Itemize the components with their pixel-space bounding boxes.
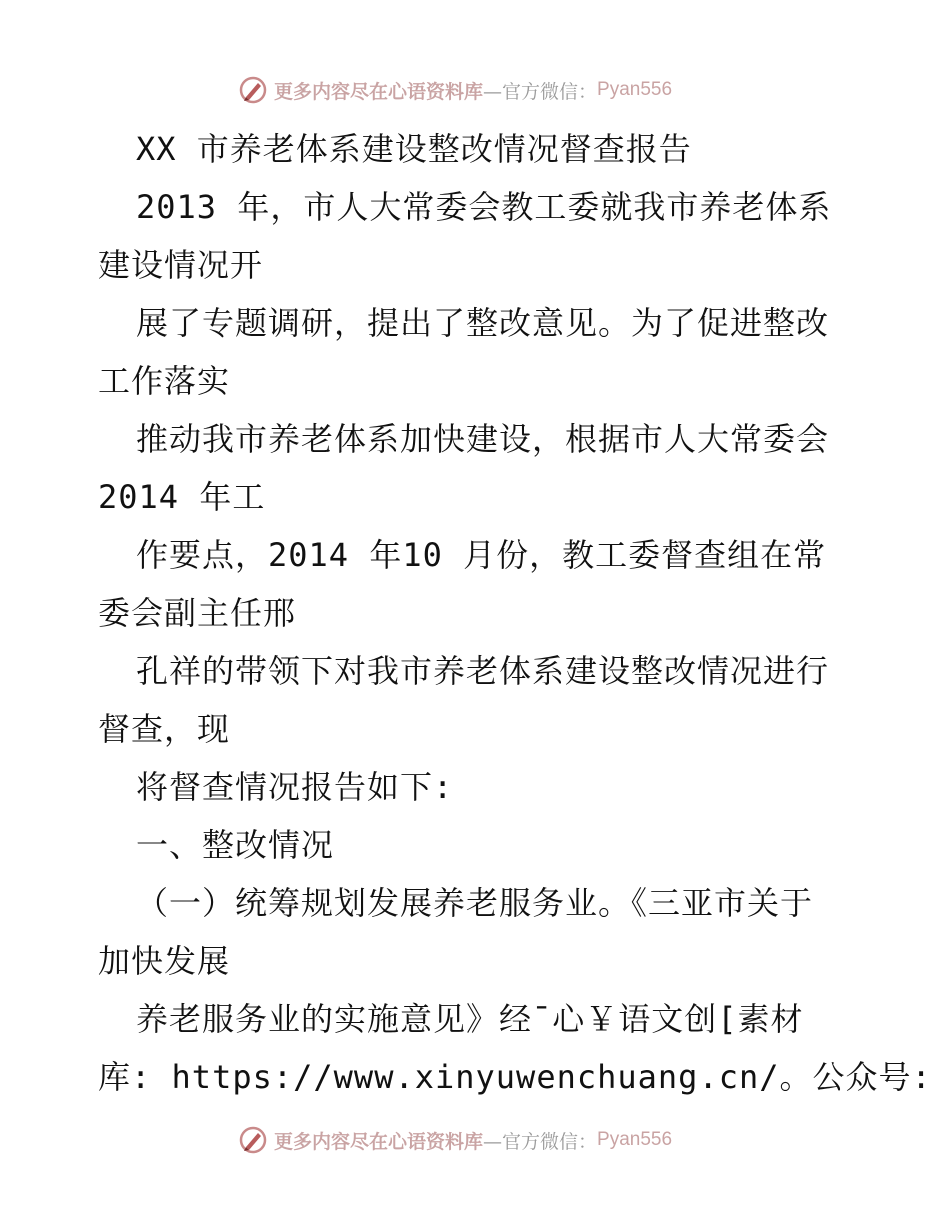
text-line: （一）统筹规划发展养老服务业。《三亚市关于	[136, 884, 814, 922]
text-line: 推动我市养老体系加快建设，根据市人大常委会	[136, 420, 830, 458]
text-line: 2014 年工	[98, 478, 266, 516]
text-line: 养老服务业的实施意见》经¯心￥语文创[素材	[136, 1000, 804, 1038]
watermark-account: Pyan556	[597, 79, 673, 100]
watermark-brand: 更多内容尽在心语资料库	[274, 1130, 484, 1153]
watermark-channel: —官方微信：	[483, 80, 598, 103]
text-line: 将督查情况报告如下:	[136, 768, 454, 806]
watermark-header	[238, 73, 672, 107]
text-line: 加快发展	[98, 942, 231, 980]
text-line: 委会副主任邢	[98, 594, 297, 632]
text-line: 建设情况开	[98, 246, 264, 284]
watermark-brand: 更多内容尽在心语资料库	[274, 80, 484, 103]
watermark-footer	[238, 1123, 672, 1157]
watermark-account: Pyan556	[597, 1129, 673, 1150]
text-line: 工作落实	[98, 362, 231, 400]
text-line: 2013 年，市人大常委会教工委就我市养老体系	[136, 188, 832, 226]
document-body	[98, 120, 932, 1106]
text-line: 孔祥的带领下对我市养老体系建设整改情况进行	[136, 652, 830, 690]
pen-logo-icon	[238, 1125, 268, 1155]
text-line: 展了专题调研，提出了整改意见。为了促进整改	[136, 304, 830, 342]
text-line: 库: https://www.xinyuwenchuang.cn/。公众号:	[98, 1058, 932, 1096]
text-line: 作要点，2014 年10 月份，教工委督查组在常	[136, 536, 827, 574]
pen-logo-icon	[238, 75, 268, 105]
document-title: XX 市养老体系建设整改情况督查报告	[136, 130, 692, 168]
text-line: 督查，现	[98, 710, 231, 748]
section-heading: 一、整改情况	[136, 826, 335, 864]
watermark-channel: —官方微信：	[483, 1130, 598, 1153]
